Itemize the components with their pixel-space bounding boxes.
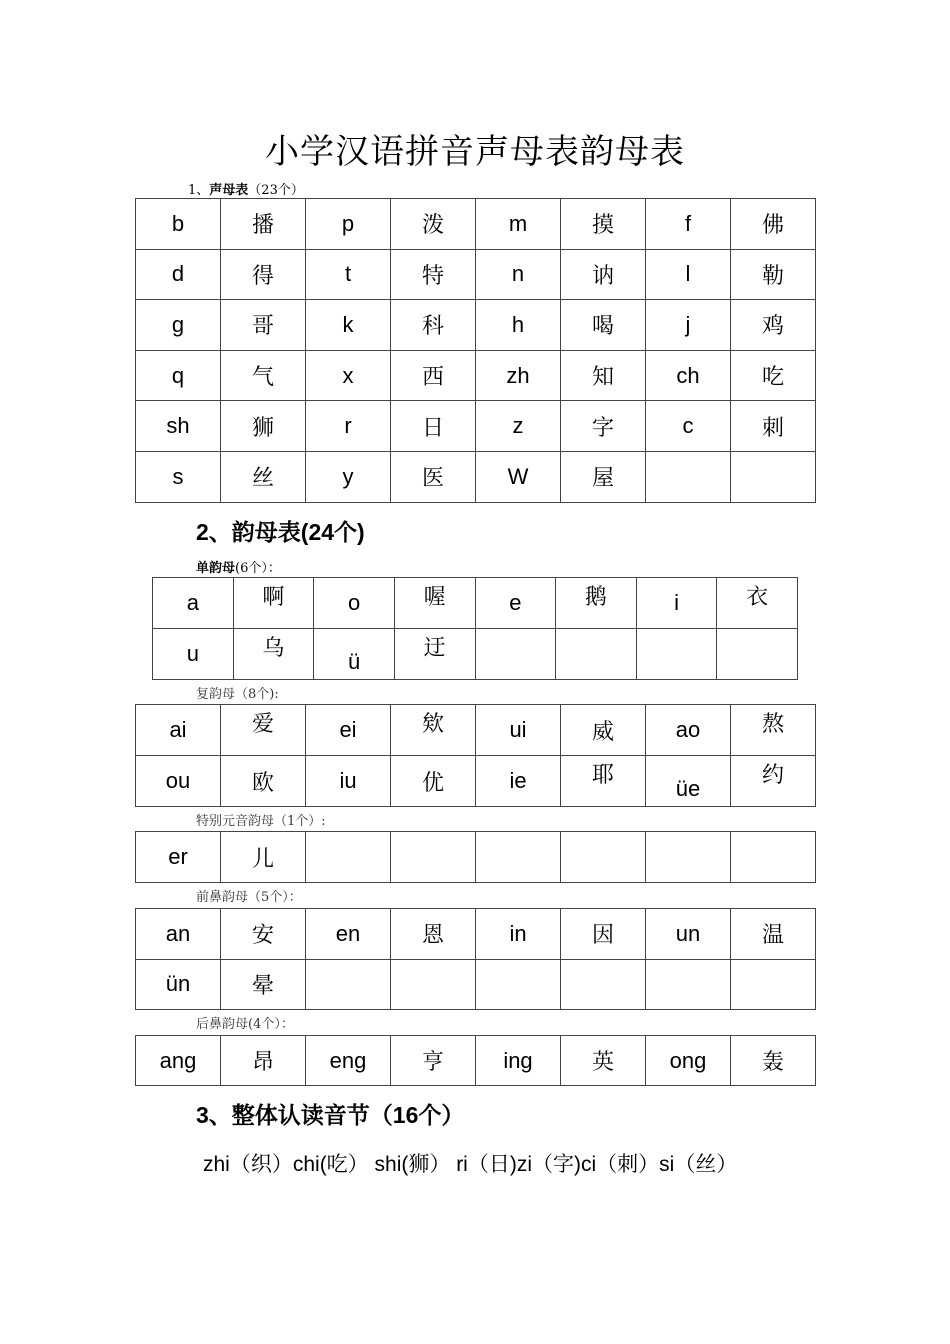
- character-cell: 喔: [394, 578, 475, 629]
- character-cell: 晕: [221, 959, 306, 1010]
- section-1-number: 1、: [188, 183, 210, 198]
- pinyin-cell: [646, 832, 731, 883]
- pinyin-cell: üe: [646, 756, 731, 807]
- pinyin-cell: k: [306, 300, 391, 351]
- pinyin-cell: p: [306, 199, 391, 250]
- pinyin-cell: [306, 832, 391, 883]
- character-cell: 日: [391, 401, 476, 452]
- pinyin-cell: c: [646, 401, 731, 452]
- pinyin-cell: ai: [136, 705, 221, 756]
- character-cell: 熬: [731, 705, 816, 756]
- pinyin-cell: e: [475, 578, 556, 629]
- character-cell: [561, 832, 646, 883]
- character-cell: [561, 959, 646, 1010]
- front-nasal-caption: 前鼻韵母（5个）：: [196, 890, 302, 905]
- section-1-count: （23个）: [248, 183, 304, 198]
- character-cell: [717, 629, 798, 680]
- pinyin-cell: un: [646, 909, 731, 960]
- single-finals-label: 单韵母: [196, 561, 236, 576]
- table-row: [136, 1036, 816, 1086]
- table-row: [136, 909, 816, 960]
- pinyin-cell: ui: [476, 705, 561, 756]
- table-row: [136, 401, 816, 452]
- pinyin-cell: [306, 959, 391, 1010]
- pinyin-cell: j: [646, 300, 731, 351]
- pinyin-cell: n: [476, 249, 561, 300]
- character-cell: 威: [561, 705, 646, 756]
- table-row: [136, 832, 816, 883]
- character-cell: [391, 959, 476, 1010]
- pinyin-cell: z: [476, 401, 561, 452]
- pinyin-cell: iu: [306, 756, 391, 807]
- character-cell: 昂: [221, 1036, 306, 1086]
- whole-syllables-line: zhi（织）chi(吃） shi(狮） ri（日)zi（字)ci（刺）si（丝）: [203, 1153, 738, 1176]
- section-3-heading: 3、整体认读音节（16个）: [196, 1102, 465, 1128]
- pinyin-cell: ei: [306, 705, 391, 756]
- character-cell: 勒: [731, 249, 816, 300]
- character-cell: 乌: [233, 629, 314, 680]
- pinyin-cell: in: [476, 909, 561, 960]
- pinyin-cell: ün: [136, 959, 221, 1010]
- pinyin-cell: sh: [136, 401, 221, 452]
- table-row: [136, 705, 816, 756]
- pinyin-cell: d: [136, 249, 221, 300]
- character-cell: 喝: [561, 300, 646, 351]
- character-cell: 刺: [731, 401, 816, 452]
- character-cell: [731, 832, 816, 883]
- character-cell: 迂: [394, 629, 475, 680]
- pinyin-cell: [636, 629, 717, 680]
- character-cell: 得: [221, 249, 306, 300]
- pinyin-cell: ong: [646, 1036, 731, 1086]
- character-cell: 优: [391, 756, 476, 807]
- character-cell: [731, 451, 816, 502]
- section-1-label: 声母表: [209, 183, 249, 198]
- character-cell: 耶: [561, 756, 646, 807]
- pinyin-cell: ie: [476, 756, 561, 807]
- pinyin-cell: [646, 959, 731, 1010]
- character-cell: 儿: [221, 832, 306, 883]
- character-cell: 播: [221, 199, 306, 250]
- character-cell: 字: [561, 401, 646, 452]
- front-nasal-table: [135, 908, 816, 1010]
- page-title: 小学汉语拼音声母表韵母表: [265, 132, 685, 172]
- character-cell: 科: [391, 300, 476, 351]
- character-cell: 吃: [731, 350, 816, 401]
- pinyin-cell: o: [314, 578, 395, 629]
- table-row: [136, 199, 816, 250]
- pinyin-cell: i: [636, 578, 717, 629]
- character-cell: 欧: [221, 756, 306, 807]
- pinyin-cell: t: [306, 249, 391, 300]
- compound-finals-caption: 复韵母（8个):: [196, 687, 279, 702]
- character-cell: 西: [391, 350, 476, 401]
- character-cell: 丝: [221, 451, 306, 502]
- character-cell: 恩: [391, 909, 476, 960]
- pinyin-cell: en: [306, 909, 391, 960]
- character-cell: 衣: [717, 578, 798, 629]
- pinyin-cell: ao: [646, 705, 731, 756]
- character-cell: 鹅: [556, 578, 637, 629]
- pinyin-cell: eng: [306, 1036, 391, 1086]
- character-cell: 因: [561, 909, 646, 960]
- initials-table: [135, 198, 816, 503]
- pinyin-cell: ang: [136, 1036, 221, 1086]
- character-cell: 特: [391, 249, 476, 300]
- character-cell: 气: [221, 350, 306, 401]
- character-cell: 知: [561, 350, 646, 401]
- table-row: [136, 959, 816, 1010]
- back-nasal-caption: 后鼻韵母(4个）：: [196, 1017, 294, 1032]
- table-row: [136, 756, 816, 807]
- character-cell: 约: [731, 756, 816, 807]
- pinyin-cell: x: [306, 350, 391, 401]
- pinyin-cell: q: [136, 350, 221, 401]
- character-cell: 哥: [221, 300, 306, 351]
- pinyin-cell: er: [136, 832, 221, 883]
- table-row: [153, 629, 798, 680]
- pinyin-cell: f: [646, 199, 731, 250]
- section-1-caption: [188, 179, 304, 198]
- pinyin-cell: ch: [646, 350, 731, 401]
- character-cell: 安: [221, 909, 306, 960]
- pinyin-cell: an: [136, 909, 221, 960]
- pinyin-cell: h: [476, 300, 561, 351]
- compound-finals-table: [135, 704, 816, 807]
- character-cell: [731, 959, 816, 1010]
- pinyin-cell: [476, 832, 561, 883]
- pinyin-cell: m: [476, 199, 561, 250]
- character-cell: 英: [561, 1036, 646, 1086]
- pinyin-cell: y: [306, 451, 391, 502]
- table-row: [136, 451, 816, 502]
- character-cell: 狮: [221, 401, 306, 452]
- table-row: [136, 249, 816, 300]
- character-cell: 医: [391, 451, 476, 502]
- pinyin-cell: [476, 959, 561, 1010]
- character-cell: 讷: [561, 249, 646, 300]
- pinyin-cell: b: [136, 199, 221, 250]
- pinyin-cell: a: [153, 578, 234, 629]
- pinyin-cell: [646, 451, 731, 502]
- character-cell: 鸡: [731, 300, 816, 351]
- single-finals-table: [152, 577, 798, 680]
- pinyin-cell: zh: [476, 350, 561, 401]
- pinyin-cell: [475, 629, 556, 680]
- table-row: [136, 350, 816, 401]
- back-nasal-table: [135, 1035, 816, 1086]
- character-cell: [556, 629, 637, 680]
- special-final-caption: 特别元音韵母（1个）:: [196, 814, 326, 829]
- section-2-heading: 2、韵母表(24个): [196, 519, 365, 545]
- character-cell: 佛: [731, 199, 816, 250]
- character-cell: 温: [731, 909, 816, 960]
- character-cell: 亨: [391, 1036, 476, 1086]
- table-row: [136, 300, 816, 351]
- pinyin-cell: ü: [314, 629, 395, 680]
- character-cell: [391, 832, 476, 883]
- single-finals-caption: [196, 557, 281, 576]
- character-cell: 爱: [221, 705, 306, 756]
- character-cell: 摸: [561, 199, 646, 250]
- pinyin-cell: ing: [476, 1036, 561, 1086]
- pinyin-cell: r: [306, 401, 391, 452]
- pinyin-cell: u: [153, 629, 234, 680]
- character-cell: 屋: [561, 451, 646, 502]
- single-finals-count: (6个）：: [235, 561, 281, 576]
- pinyin-cell: g: [136, 300, 221, 351]
- special-final-table: [135, 831, 816, 883]
- table-row: [153, 578, 798, 629]
- character-cell: 啊: [233, 578, 314, 629]
- pinyin-cell: l: [646, 249, 731, 300]
- character-cell: 欸: [391, 705, 476, 756]
- character-cell: 泼: [391, 199, 476, 250]
- pinyin-cell: s: [136, 451, 221, 502]
- pinyin-cell: W: [476, 451, 561, 502]
- pinyin-cell: ou: [136, 756, 221, 807]
- character-cell: 轰: [731, 1036, 816, 1086]
